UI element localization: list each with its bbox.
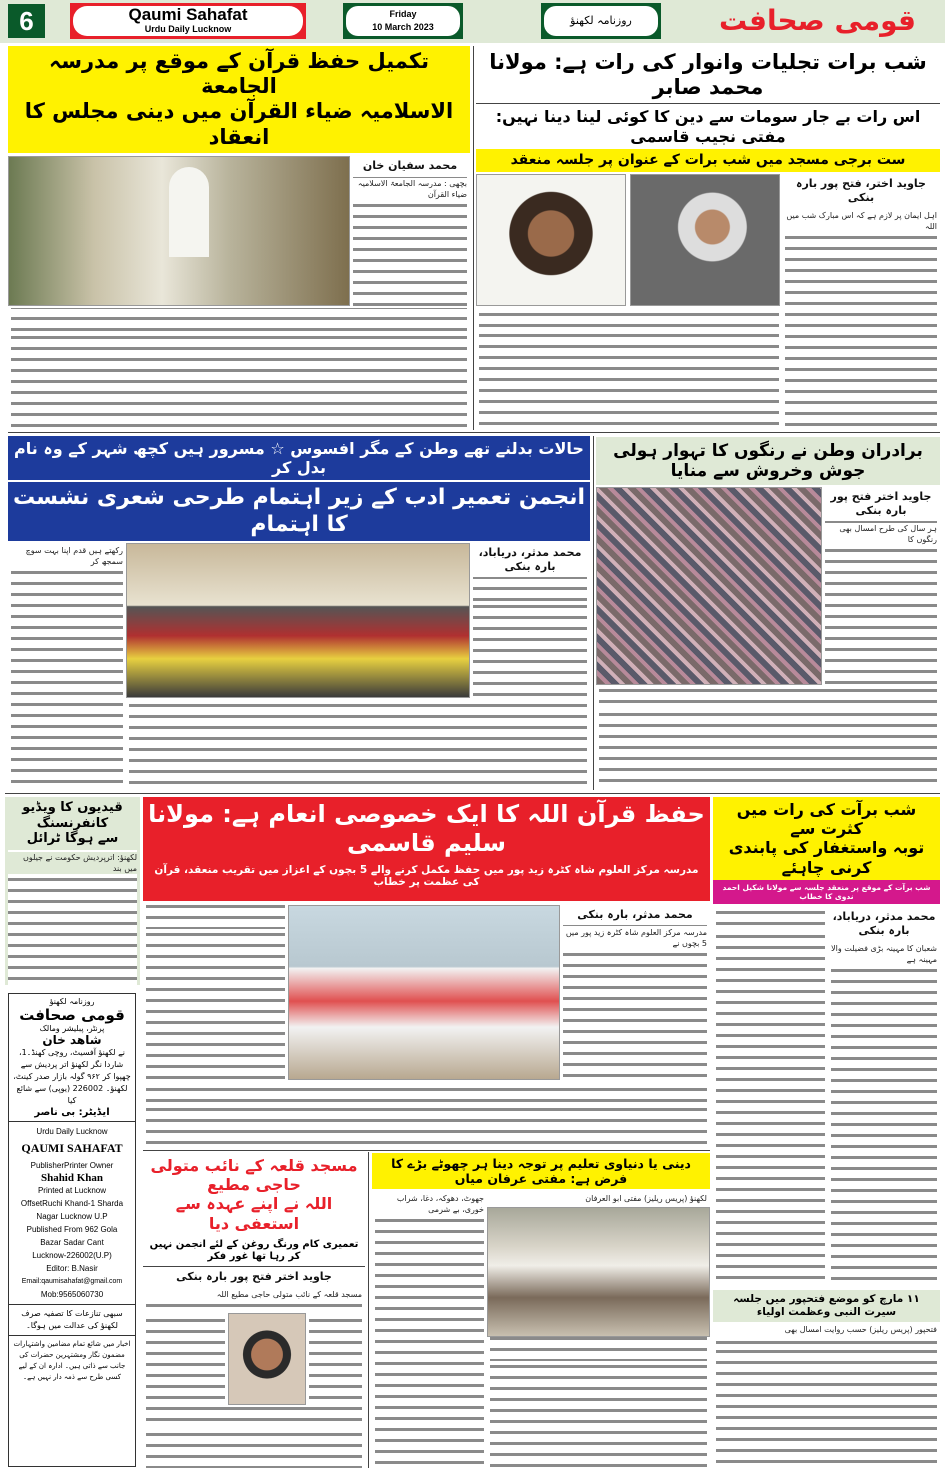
imprint-city: لکھنؤ (49, 997, 67, 1006)
hifz-madrasa-body: بچھی : مدرسہ الجامعۃ الاسلامیہ ضیاء القرآن (350, 176, 470, 306)
masjid-qila-body (143, 1313, 228, 1405)
shab-barat-tauba-article (713, 797, 940, 1287)
imprint-en-name: QAUMI SAHAFAT (21, 1141, 123, 1155)
mufti-irfan-body: لکھنؤ (پریس ریلیز) مفتی ابو العرفان (487, 1191, 710, 1207)
imprint-urdu-owner: شاهد خان (42, 1033, 102, 1047)
headline-line: شب برآت کی رات میں کثرت سے (736, 800, 917, 839)
hifz-madrasa-byline: محمد سفیان خان (350, 156, 470, 176)
imprint-mobile: Mob:9565060730 (40, 1290, 104, 1299)
hifz-salim-article (143, 905, 710, 1148)
imprint-box (8, 993, 136, 1467)
mufti-irfan-article (372, 1153, 710, 1468)
shab-barat-sabir-strip: ست برجی مسجد میں شب برات کے عنوان پر جلسہ منعقد (476, 149, 940, 172)
gathering-photo (487, 1207, 710, 1337)
tarhi-body (126, 698, 590, 790)
issue-date: 10 March 2023 (372, 22, 434, 32)
imprint-urdu-role: پرنٹر، پبلیشر ومالک (39, 1024, 105, 1033)
hifz-madrasa-article (8, 46, 470, 430)
hifz-salim-body (143, 905, 288, 1080)
shab-barat-sabir-byline: جاوید اختر، فتح پور بارہ بنکی (782, 174, 940, 208)
holi-byline: جاوید اختر فتح پور بارہ بنکی (822, 487, 940, 521)
headline-line: الاسلامیہ ضیاء القرآن میں دینی مجلس کا انعقاد (24, 99, 454, 149)
mufti-irfan-body (487, 1337, 710, 1468)
english-title-box (70, 3, 306, 39)
tarhi-body: رکھتے ہیں قدم اپنا بہت سوچ سمجھ کر (8, 543, 126, 790)
tarhi-headline-1: حالات بدلنے تھے وطن کے مگر افسوس ☆ مسرور ہیں کچھ شہر کے وہ نام بدل کر (8, 436, 590, 480)
imprint-urdu-address: نے لکھنؤ آفسیٹ، روچی کھنڈ۔1، شاردا نگر لکھنؤ اتر پردیش سے چھپوا کر ۹۶۲ گولہ بازار صدر کینٹ، لکھنؤ۔ 226002 (یوپی) سے شائع کیا (13, 1048, 131, 1105)
imprint-en-title: Urdu Daily Lucknow (36, 1127, 108, 1136)
english-title: Qaumi Sahafat (128, 5, 248, 24)
imprint-email: Email:qaumisahafat@gmail.com (21, 1278, 123, 1285)
masjid-qila-byline: جاوید اختر فتح پور بارہ بنکی (143, 1267, 365, 1287)
issue-day: Friday (389, 9, 417, 19)
tarhi-article (8, 436, 590, 790)
masjid-qila-headline (143, 1153, 365, 1236)
holi-headline: برادران وطن نے رنگوں کا تہوار ہولی جوش وخروش سے منایا (596, 437, 940, 485)
roznama-label: روزنامہ لکھنؤ (544, 6, 658, 36)
imprint-roznama: روزنامہ (69, 997, 95, 1006)
masthead (0, 0, 945, 43)
seerat-body: فتحپور (پریس ریلیز) حسب روایت امسال بھی (713, 1322, 940, 1467)
masjid-qila-body (143, 1405, 365, 1468)
imprint-en-line: Nagar Lucknow U.P (36, 1212, 108, 1221)
speaker-photo (476, 174, 626, 306)
holi-body: ہر سال کی طرح امسال بھی رنگوں کا (822, 521, 940, 685)
headline-line: توبہ واستغفار کی پابندی کرنی چاہئے (728, 838, 925, 877)
mufti-irfan-body: جھوٹ، دھوکہ، دغا، شراب خوری، بے شرمی (372, 1191, 487, 1468)
holi-crowd-photo (596, 487, 822, 685)
students-honour-photo (288, 905, 560, 1080)
hifz-salim-byline: محمد مدثر، بارہ بنکی (560, 905, 710, 925)
shab-barat-sabir-body (476, 306, 782, 430)
imprint-en-line: Published From 962 Gola (26, 1225, 118, 1234)
imprint-urdu-editor: ایڈیٹر: بی ناصر (34, 1107, 110, 1118)
hifz-salim-headline: حفظ قرآن اللہ کا ایک خصوصی انعام ہے: مولانا سلیم قاسمی (148, 800, 705, 857)
holi-body (596, 685, 940, 790)
shab-barat-tauba-body (713, 907, 828, 1287)
imprint-en-editor: Editor: B.Nasir (46, 1264, 98, 1273)
tarhi-headline-2: انجمن تعمیر ادب کے زیر اہتمام طرحی شعری نشست کا اہتمام (8, 480, 590, 541)
shab-barat-tauba-byline: محمد مدثر، دریاباد، بارہ بنکی (828, 907, 940, 941)
hifz-salim-body (143, 1080, 710, 1148)
shab-barat-sabir-body: اہل ایمان پر لازم ہے کہ اس مبارک شب میں اللہ (782, 208, 940, 430)
tarhi-body (470, 577, 590, 698)
hifz-madrasa-body (8, 308, 470, 430)
imprint-en-line: Printed at Lucknow (37, 1186, 107, 1195)
imprint-en-line: Bazar Sadar Cant (40, 1238, 104, 1247)
speaker-photo (630, 174, 780, 306)
video-trial-headline (5, 797, 140, 850)
date-box (343, 3, 463, 39)
haji-portrait-photo (228, 1313, 306, 1405)
masjid-qila-body: مسجد قلعہ کے نائب متولی حاجی مطیع اللہ (143, 1287, 365, 1313)
video-trial-body: لکھنؤ: اترپردیش حکومت نے جیلوں میں بند (5, 850, 140, 985)
page-number: 6 (8, 4, 45, 38)
masjid-qila-article (143, 1153, 365, 1468)
poets-group-photo (126, 543, 470, 698)
headline-line: مسجد قلعہ کے نائب متولی حاجی مطیع (150, 1156, 358, 1195)
masjid-qila-sub: تعمیری کام ورنگ روغن کے لئے انجمن نہیں کر رہا تھا غور فکر (143, 1236, 365, 1267)
imprint-jurisdiction: سبھی تنازعات کا تصفیہ صرف لکھنؤ کی عدالت میں ہوگا۔ (9, 1305, 135, 1336)
hifz-salim-body: مدرسہ مرکز العلوم شاہ کٹرہ زید پور میں 5 بچوں نے (560, 925, 710, 1080)
urdu-logo: قومی صحافت (718, 4, 917, 37)
hifz-madrasa-headline (8, 46, 470, 153)
headline-line: سے ہوگا ٹرائل (26, 831, 119, 847)
shab-barat-tauba-body: شعبان کا مہینہ بڑی فضیلت والا مہینہ ہے (828, 941, 940, 1287)
shab-barat-sabir-subheadline: اس رات بے جار سومات سے دین کا کوئی لینا دینا نہیں: مفتی نجیب قاسمی (495, 107, 921, 146)
madrasa-gathering-photo (8, 156, 350, 306)
shab-barat-sabir-article (476, 47, 940, 430)
tarhi-byline: محمد مدثر، دریاباد، بارہ بنکی (470, 543, 590, 577)
imprint-en-line: OffsetRuchi Khand-1 Sharda (20, 1199, 124, 1208)
holi-article (596, 437, 940, 790)
seerat-article (713, 1290, 940, 1467)
headline-line: تکمیل حفظ قرآن کے موقع پر مدرسہ الجامعة (49, 49, 429, 99)
imprint-en-owner: Shahid Khan (40, 1172, 104, 1184)
imprint-en-line: Lucknow-226002(U.P) (32, 1251, 112, 1260)
shab-barat-tauba-sub: شب برآت کے موقع پر منعقد جلسہ سے مولانا شکیل احمد ندوی کا خطاب (713, 880, 940, 904)
shab-barat-sabir-headline: شب برات تجلیات وانوار کی رات ہے: مولانا محمد صابر (476, 47, 940, 104)
imprint-en-role: PublisherPrinter Owner (30, 1161, 114, 1170)
video-trial-article (5, 797, 140, 985)
hifz-salim-banner (143, 797, 710, 901)
headline-line: قیدیوں کا ویڈیو کانفرنسنگ (22, 800, 123, 831)
seerat-headline: ۱۱ مارچ کو موضع فتحپور میں جلسہ سیرت النبی وعظمت اولیاء (713, 1290, 940, 1322)
english-subtitle: Urdu Daily Lucknow (144, 24, 232, 34)
mufti-irfan-headline: دینی یا دنیاوی تعلیم پر توجہ دینا ہر چھوٹے بڑے کا فرض ہے: مفتی عرفان میاں (372, 1153, 710, 1189)
roznama-box (541, 3, 661, 39)
masjid-qila-body (306, 1313, 365, 1405)
headline-line: اللہ نے اپنے عہدہ سے استعفی دیا (175, 1194, 333, 1233)
shab-barat-tauba-headline (713, 797, 940, 880)
hifz-salim-subheadline: مدرسہ مرکز العلوم شاہ کٹرہ زید پور میں حفظ مکمل کرنے والے 5 بچوں کے اعزاز میں تقریب منعقد، قرآن کی عظمت پر خطاب (154, 863, 699, 889)
imprint-urdu-name: قومی صحافت (19, 1006, 125, 1024)
imprint-disclaimer: اخبار میں شائع تمام مضامین واشتہارات مضمون نگار ومشتہرین حضرات کی جانب سے ذاتی ہیں۔ ادارہ ان کے لیے کسی طرح سے ذمہ دار نہیں ہے۔ (13, 1340, 131, 1381)
